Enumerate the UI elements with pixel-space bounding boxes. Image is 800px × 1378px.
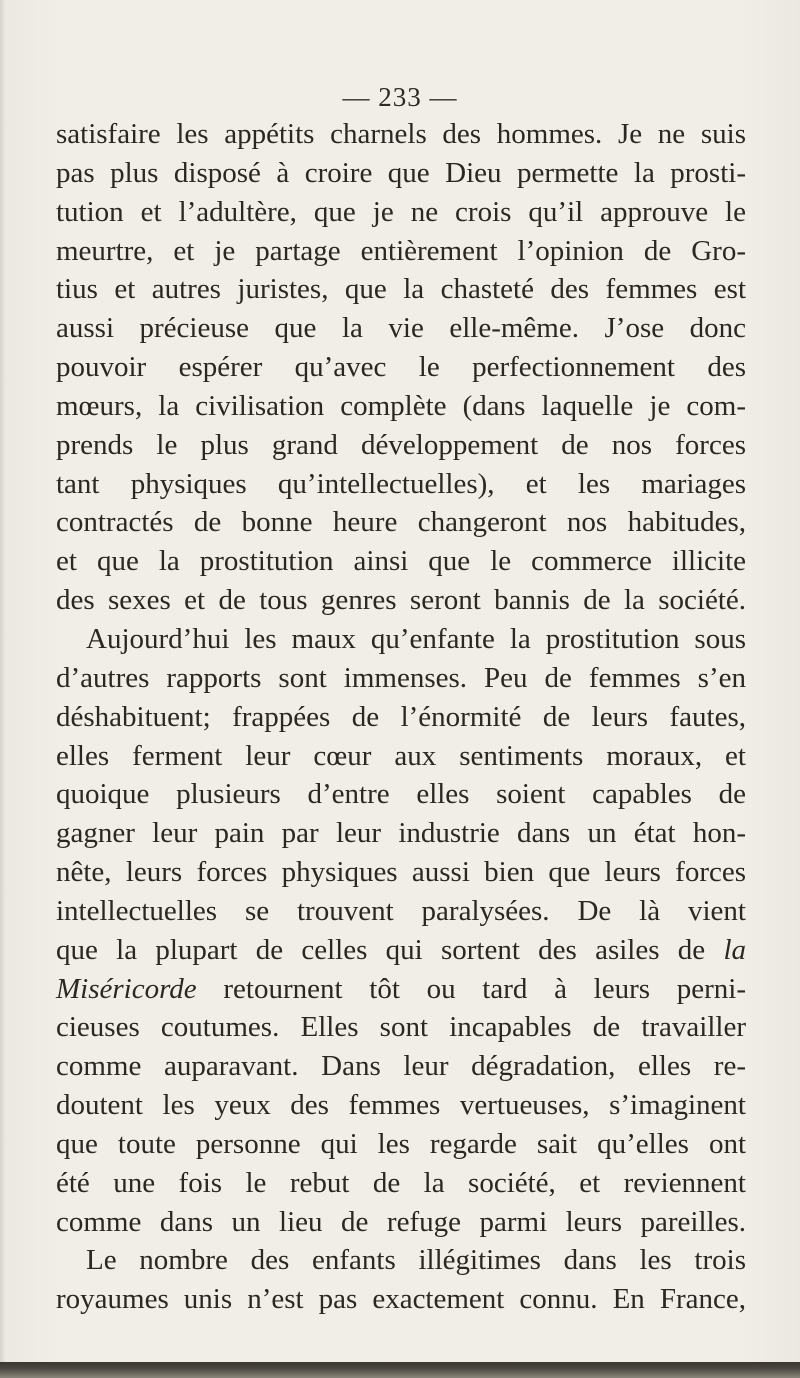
text-line: que toute personne qui les regarde sait qu’elles ont [56,1127,746,1160]
text-line: comme auparavant. Dans leur dégradation, elles re- [56,1050,746,1083]
text-line: mœurs, la civilisation complète (dans laquelle je com- [56,389,746,422]
page-number: — 233 — [342,82,458,112]
text-segment: retournent tôt ou tard à leurs perni- [223,972,747,1005]
text-line: nête, leurs forces physiques aussi bien que leurs forces [56,856,746,889]
text-line: été une fois le rebut de la société, et reviennent [56,1166,746,1199]
text-line: déshabituent; frappées de l’énormité de leurs fautes, [56,700,746,733]
scan-bottom-edge [0,1362,800,1378]
text-line: et que la prostitution ainsi que le commerce illicite [56,545,746,578]
text-line: des sexes et de tous genres seront bannis de la société. [56,584,746,617]
text-line: elles ferment leur cœur aux sentiments moraux, et [56,739,746,772]
text-line: contractés de bonne heure changeront nos habitudes, [56,506,746,539]
text-line: intellectuelles se trouvent paralysées. De là vient [56,894,746,927]
text-line: pouvoir espérer qu’avec le perfectionnement des [56,351,746,384]
body-text [56,115,746,1319]
text-line: gagner leur pain par leur industrie dans un état hon- [56,817,746,850]
text-line: aussi précieuse que la vie elle-même. J’ose donc [56,312,746,345]
text-line: tution et l’adultère, que je ne crois qu’il approuve le [56,195,746,228]
text-line: tius et autres juristes, que la chasteté des femmes est [56,273,746,306]
text-segment: que la plupart de celles qui sortent des asiles de [56,933,706,966]
text-line: tant physiques qu’intellectuelles), et les mariages [56,467,746,500]
paragraph-start-line: Aujourd’hui les maux qu’enfante la prostitution sous [86,622,746,655]
text-line: royaumes unis n’est pas exactement connu. En France, [56,1283,746,1316]
paragraph-start-line: Le nombre des enfants illégitimes dans les trois [86,1244,746,1277]
text-line: comme dans un lieu de refuge parmi leurs pareilles. [56,1205,746,1238]
text-line: prends le plus grand développement de nos forces [56,428,746,461]
text-line: doutent les yeux des femmes vertueuses, s’imaginent [56,1089,746,1122]
text-line: satisfaire les appétits charnels des hommes. Je ne suis [56,118,746,150]
text-line-with-italic [56,931,746,970]
text-line: d’autres rapports sont immenses. Peu de femmes s’en [56,661,746,694]
text-line: pas plus disposé à croire que Dieu permette la prosti- [56,156,746,189]
text-line-with-italic [56,970,746,1009]
italic-term: Miséricorde [56,972,197,1005]
text-line: quoique plusieurs d’entre elles soient capables de [56,778,746,811]
page-gutter-shadow [0,0,6,1378]
italic-term: la [723,933,746,966]
text-line: cieuses coutumes. Elles sont incapables de travailler [56,1011,746,1044]
text-line: meurtre, et je partage entièrement l’opinion de Gro- [56,234,746,267]
